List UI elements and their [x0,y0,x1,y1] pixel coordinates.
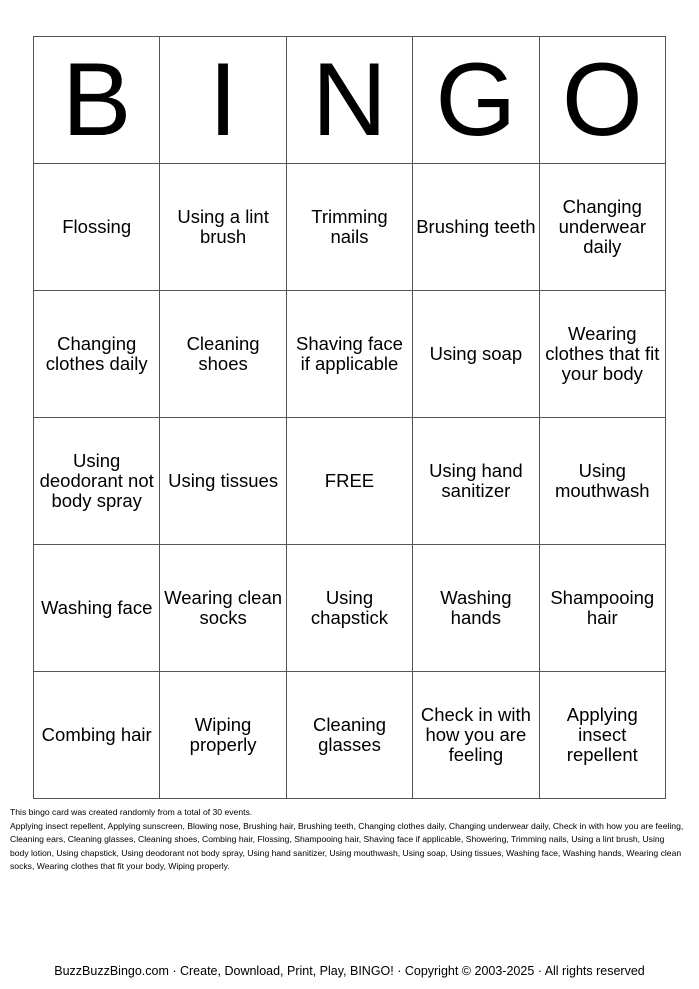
bingo-cell: Using chapstick [286,545,412,672]
card-description [10,806,685,874]
header-letter-i: I [160,37,286,164]
bingo-cell: Combing hair [34,672,160,799]
bingo-cell: Check in with how you are feeling [413,672,539,799]
header-letter-n: N [286,37,412,164]
bingo-cell: Using soap [413,291,539,418]
bingo-cell: Using deodorant not body spray [34,418,160,545]
bingo-cell: Flossing [34,164,160,291]
bingo-row [34,672,666,799]
bingo-row [34,291,666,418]
bingo-cell: Using tissues [160,418,286,545]
bingo-cell: Cleaning glasses [286,672,412,799]
bingo-cell: Shaving face if applicable [286,291,412,418]
bingo-cell: Using a lint brush [160,164,286,291]
bingo-cell: Applying insect repellent [539,672,665,799]
bingo-cell: Using hand sanitizer [413,418,539,545]
bingo-cell: Shampooing hair [539,545,665,672]
bingo-row [34,418,666,545]
bingo-cell: Changing clothes daily [34,291,160,418]
bingo-cell: Wiping properly [160,672,286,799]
free-space-cell: FREE [286,418,412,545]
site-footer: BuzzBuzzBingo.com · Create, Download, Print, Play, BINGO! · Copyright © 2003-2025 · All rights reserved [54,964,645,978]
bingo-cell: Brushing teeth [413,164,539,291]
header-letter-g: G [413,37,539,164]
bingo-row [34,164,666,291]
bingo-cell: Changing underwear daily [539,164,665,291]
header-letter-o: O [539,37,665,164]
bingo-cell: Washing face [34,545,160,672]
bingo-header-row [34,37,666,164]
event-list: Applying insect repellent, Applying sunscreen, Blowing nose, Brushing hair, Brushing teeth, Changing clothes daily, Changing underwear daily, Check in with how you are feeling, Cleaning ears, Cleaning glasses, Cleaning shoes, Combing hair, Flossing, Shampooing hair, Shaving face if applicable, Showering, Trimming nails, Using a lint brush, Using body lotion, Using chapstick, Using deodorant not body spray, Using hand sanitizer, Using mouthwash, Using soap, Using tissues, Washing face, Washing hands, Wearing clean socks, Wearing clothes that fit your body, Wiping properly. [10,820,684,871]
bingo-cell: Trimming nails [286,164,412,291]
bingo-cell: Using mouthwash [539,418,665,545]
bingo-row [34,545,666,672]
bingo-card [33,36,666,799]
bingo-cell: Cleaning shoes [160,291,286,418]
bingo-cell: Wearing clean socks [160,545,286,672]
bingo-cell: Wearing clothes that fit your body [539,291,665,418]
card-summary: This bingo card was created randomly from a total of 30 events. [10,807,253,817]
bingo-cell: Washing hands [413,545,539,672]
header-letter-b: B [34,37,160,164]
